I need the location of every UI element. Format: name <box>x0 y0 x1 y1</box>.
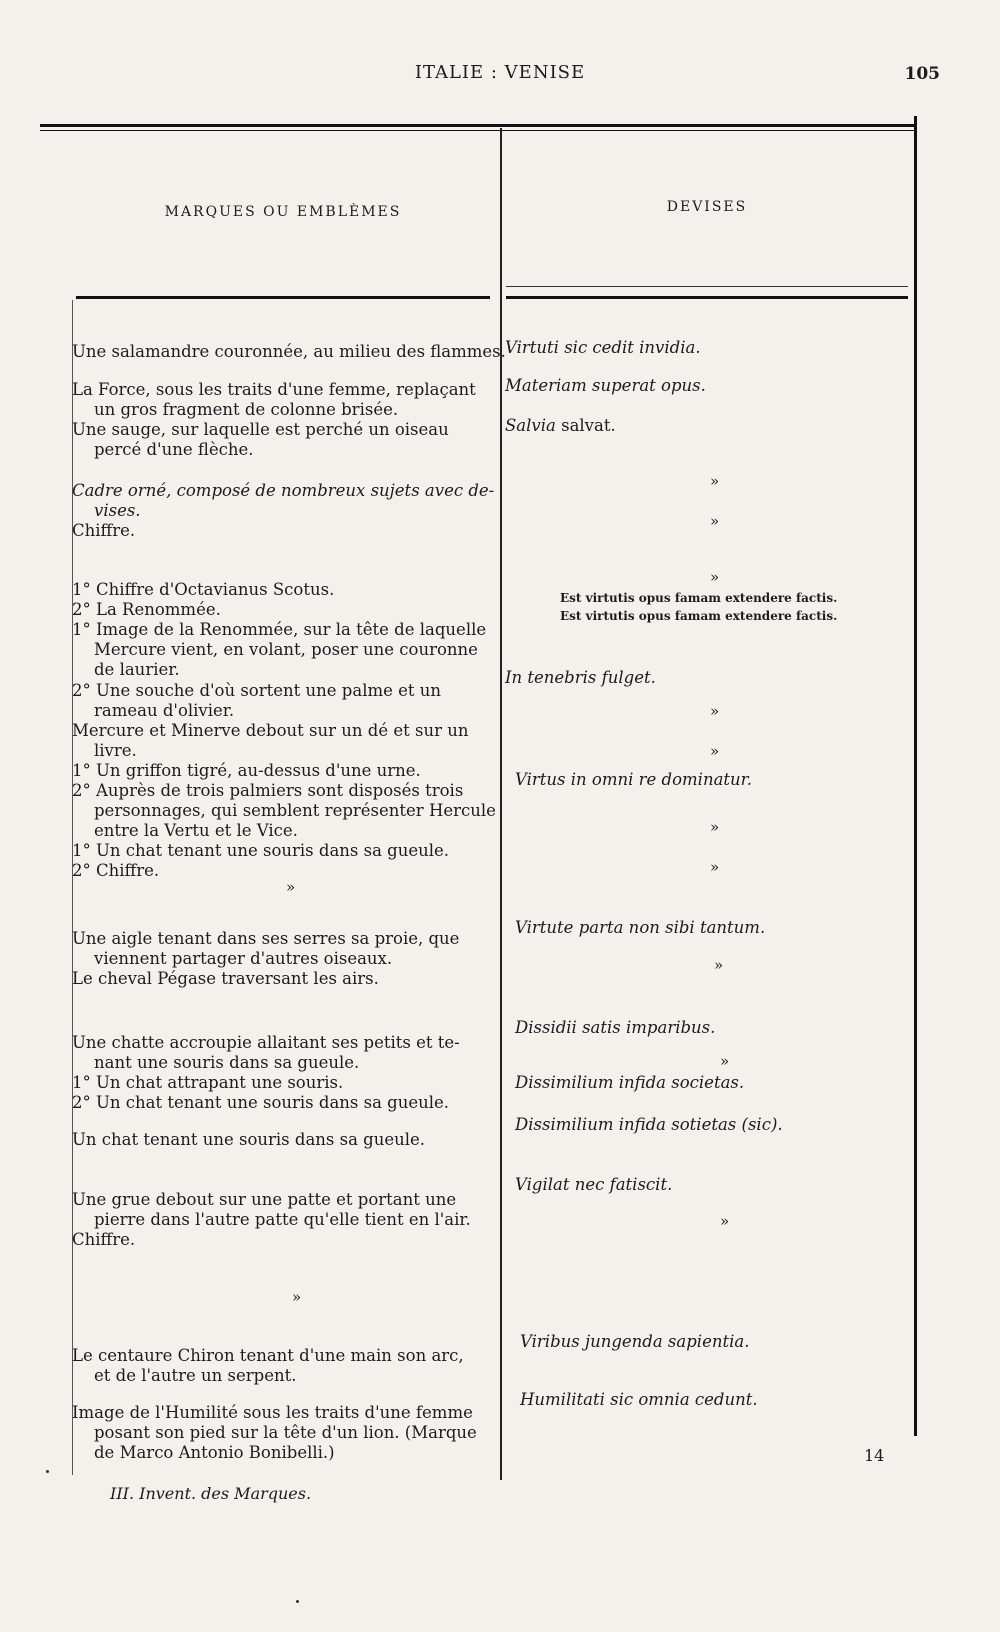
table-row-devise: Materiam superat opus. <box>505 376 706 395</box>
table-right-border <box>914 116 917 1436</box>
table-row-emblem: Image de l'Humilité sous les traits d'une femme <box>72 1403 473 1422</box>
table-row-emblem: 2° La Renommée. <box>72 600 221 619</box>
table-row-emblem: 1° Un chat tenant une souris dans sa gueule. <box>72 841 450 860</box>
table-row-emblem: Une sauge, sur laquelle est perché un oiseau <box>72 420 449 439</box>
table-row-emblem: Une aigle tenant dans ses serres sa proie, que <box>72 929 460 948</box>
ditto-mark: » <box>710 858 720 876</box>
ditto-mark: » <box>286 878 296 896</box>
table-row-emblem: Une salamandre couronnée, au milieu des flammes. <box>72 342 506 361</box>
table-row-emblem: 1° Chiffre d'Octavianus Scotus. <box>72 580 335 599</box>
column-divider <box>500 128 502 1480</box>
table-row-emblem-cont: percé d'une flèche. <box>94 440 254 459</box>
table-row-devise: Est virtutis opus famam extendere factis. <box>560 609 838 623</box>
table-row-emblem-cont: nant une souris dans sa gueule. <box>94 1053 360 1072</box>
table-row-emblem-cont: rameau d'olivier. <box>94 701 235 720</box>
table-row-emblem-cont: personnages, qui semblent représenter Hercule <box>94 801 496 820</box>
signature-mark: 14 <box>864 1446 885 1465</box>
table-row-emblem: 2° Auprès de trois palmiers sont disposés trois <box>72 781 464 800</box>
specks <box>46 1470 49 1473</box>
ditto-mark: » <box>720 1052 730 1070</box>
column-header-devises: DEVISES <box>666 199 748 215</box>
table-row-emblem: Chiffre. <box>72 1230 136 1249</box>
table-top-rule-thin <box>40 130 917 131</box>
table-row-emblem: 1° Un chat attrapant une souris. <box>72 1073 344 1092</box>
table-row-emblem-cont: de laurier. <box>94 660 180 679</box>
table-top-rule <box>40 124 917 127</box>
header-rule-thin-right <box>506 286 908 287</box>
table-row-emblem-cont: livre. <box>94 741 137 760</box>
table-row-emblem-cont: viennent partager d'autres oiseaux. <box>94 949 393 968</box>
header-rule-right <box>506 296 908 299</box>
specks <box>296 1600 299 1603</box>
table-row-emblem: 2° Une souche d'où sortent une palme et un <box>72 681 442 700</box>
ditto-mark: » <box>710 702 720 720</box>
table-row-devise: Vigilat nec fatiscit. <box>515 1175 673 1194</box>
ditto-mark: » <box>714 956 724 974</box>
table-row-devise: Virtus in omni re dominatur. <box>515 770 752 789</box>
table-left-border <box>72 300 73 1475</box>
table-row-emblem-cont: vises. <box>94 501 141 520</box>
table-row-emblem: 2° Un chat tenant une souris dans sa gueule. <box>72 1093 450 1112</box>
table-row-devise: Dissimilium infida societas. <box>515 1073 745 1092</box>
table-row-emblem: Le cheval Pégase traversant les airs. <box>72 969 379 988</box>
table-row-emblem-cont: un gros fragment de colonne brisée. <box>94 400 399 419</box>
table-row-emblem: Cadre orné, composé de nombreux sujets avec de- <box>72 481 495 500</box>
table-row-emblem: Chiffre. <box>72 521 136 540</box>
table-row-devise: Virtute parta non sibi tantum. <box>515 918 766 937</box>
table-row-emblem: 1° Image de la Renommée, sur la tête de laquelle <box>72 620 487 639</box>
ditto-mark: » <box>710 568 720 586</box>
table-row-emblem-cont: entre la Vertu et le Vice. <box>94 821 298 840</box>
table-row-emblem: 1° Un griffon tigré, au-dessus d'une urne. <box>72 761 421 780</box>
ditto-mark: » <box>710 512 720 530</box>
running-title: ITALIE : VENISE <box>414 62 586 83</box>
table-row-emblem: Un chat tenant une souris dans sa gueule. <box>72 1130 426 1149</box>
table-row-devise <box>505 416 616 436</box>
devise-roman-part: salvat. <box>555 416 616 435</box>
devise-italic-part: Salvia <box>505 416 556 435</box>
table-row-emblem: Le centaure Chiron tenant d'une main son arc, <box>72 1346 464 1365</box>
table-row-emblem-cont: de Marco Antonio Bonibelli.) <box>94 1443 335 1462</box>
ditto-mark: » <box>292 1288 302 1306</box>
ditto-mark: » <box>710 818 720 836</box>
ditto-mark: » <box>710 472 720 490</box>
table-row-devise: In tenebris fulget. <box>505 668 656 687</box>
table-row-emblem-cont: Mercure vient, en volant, poser une couronne <box>94 640 478 659</box>
table-row-emblem-cont: pierre dans l'autre patte qu'elle tient en l'air. <box>94 1210 471 1229</box>
header-rule-left <box>76 296 490 299</box>
table-row-emblem: Mercure et Minerve debout sur un dé et sur un <box>72 721 469 740</box>
column-header-marques: MARQUES OU EMBLÈMES <box>164 204 402 220</box>
table-row-devise: Humilitati sic omnia cedunt. <box>520 1390 758 1409</box>
table-row-emblem-cont: posant son pied sur la tête d'un lion. (Marque <box>94 1423 477 1442</box>
page-number: 105 <box>904 64 940 84</box>
table-row-devise: Dissimilium infida sotietas (sic). <box>515 1115 783 1134</box>
table-row-emblem-cont: et de l'autre un serpent. <box>94 1366 297 1385</box>
footer-note: III. Invent. des Marques. <box>110 1484 312 1503</box>
table-row-devise: Est virtutis opus famam extendere factis. <box>560 591 838 605</box>
table-row-devise: Virtuti sic cedit invidia. <box>505 338 701 357</box>
table-row-emblem: Une grue debout sur une patte et portant une <box>72 1190 457 1209</box>
table-row-emblem: Une chatte accroupie allaitant ses petits et te- <box>72 1033 460 1052</box>
table-row-emblem: La Force, sous les traits d'une femme, replaçant <box>72 380 476 399</box>
table-row-emblem: 2° Chiffre. <box>72 861 160 880</box>
table-row-devise: Dissidii satis imparibus. <box>515 1018 716 1037</box>
ditto-mark: » <box>710 742 720 760</box>
ditto-mark: » <box>720 1212 730 1230</box>
table-row-devise: Viribus jungenda sapientia. <box>520 1332 750 1351</box>
